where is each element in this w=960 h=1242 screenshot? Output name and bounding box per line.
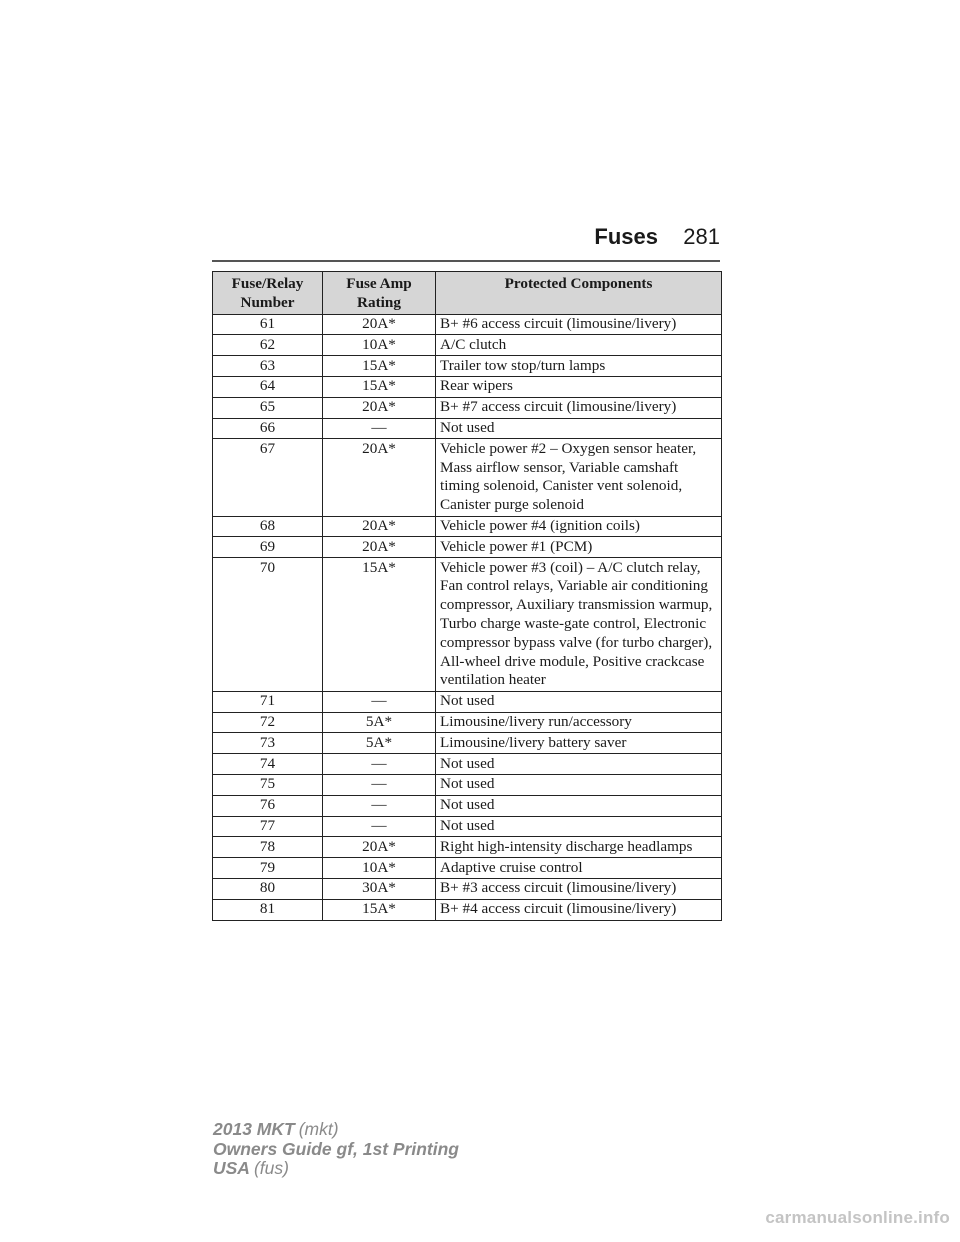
fuse-number-cell: 81 [213,899,323,920]
section-title: Fuses [594,224,658,249]
table-row [213,858,722,879]
table-row [213,397,722,418]
protected-components-cell: Not used [436,691,722,712]
column-header-protected-components: Protected Components [436,272,722,315]
fuse-number-cell: 72 [213,712,323,733]
amp-rating-cell: — [323,795,436,816]
protected-components-cell: Not used [436,418,722,439]
table-header-row [213,272,722,315]
fuse-number-cell: 73 [213,733,323,754]
fuse-number-cell: 74 [213,754,323,775]
fuse-number-cell: 62 [213,335,323,356]
fuse-number-cell: 78 [213,837,323,858]
amp-rating-cell: 20A* [323,314,436,335]
fuse-number-cell: 64 [213,376,323,397]
protected-components-cell: B+ #7 access circuit (limousine/livery) [436,397,722,418]
amp-rating-cell: — [323,691,436,712]
amp-rating-cell: 5A* [323,733,436,754]
table-row [213,439,722,516]
table-row [213,816,722,837]
footer-line-model: 2013 MKT (mkt) [213,1119,339,1139]
amp-rating-cell: 30A* [323,878,436,899]
table-row [213,691,722,712]
footer-line-guide: Owners Guide gf, 1st Printing [213,1138,459,1159]
amp-rating-cell: — [323,816,436,837]
protected-components-cell: Vehicle power #2 – Oxygen sensor heater, Mass airflow sensor, Variable camshaft timing solenoid, Canister vent solenoid, Canister purge solenoid [436,439,722,516]
protected-components-cell: B+ #6 access circuit (limousine/livery) [436,314,722,335]
table-row [213,733,722,754]
protected-components-cell: Not used [436,795,722,816]
fuse-number-cell: 77 [213,816,323,837]
amp-rating-cell: — [323,774,436,795]
fuse-number-cell: 66 [213,418,323,439]
protected-components-cell: Trailer tow stop/turn lamps [436,356,722,377]
fuse-number-cell: 67 [213,439,323,516]
column-header-fuse-number: Fuse/Relay Number [213,272,323,315]
table-row [213,558,722,692]
footer-line-region: USA (fus) [213,1158,289,1178]
protected-components-cell: Not used [436,816,722,837]
fuse-number-cell: 71 [213,691,323,712]
table-row [213,516,722,537]
fuse-table [212,271,722,921]
amp-rating-cell: 20A* [323,439,436,516]
amp-rating-cell: — [323,418,436,439]
amp-rating-cell: 20A* [323,537,436,558]
amp-rating-cell: 20A* [323,516,436,537]
page-header [212,222,720,262]
protected-components-cell: B+ #4 access circuit (limousine/livery) [436,899,722,920]
table-row [213,712,722,733]
protected-components-cell: Not used [436,754,722,775]
page-number: 281 [683,224,720,249]
protected-components-cell: Adaptive cruise control [436,858,722,879]
amp-rating-cell: 15A* [323,899,436,920]
table-row [213,837,722,858]
table-row [213,774,722,795]
table-row [213,376,722,397]
column-header-amp-rating: Fuse Amp Rating [323,272,436,315]
fuse-number-cell: 76 [213,795,323,816]
amp-rating-cell: 10A* [323,335,436,356]
fuse-number-cell: 69 [213,537,323,558]
amp-rating-cell: 10A* [323,858,436,879]
fuse-number-cell: 80 [213,878,323,899]
fuse-number-cell: 68 [213,516,323,537]
protected-components-cell: A/C clutch [436,335,722,356]
amp-rating-cell: 5A* [323,712,436,733]
fuse-number-cell: 61 [213,314,323,335]
fuse-number-cell: 79 [213,858,323,879]
protected-components-cell: Rear wipers [436,376,722,397]
amp-rating-cell: 15A* [323,558,436,692]
amp-rating-cell: — [323,754,436,775]
amp-rating-cell: 20A* [323,397,436,418]
amp-rating-cell: 20A* [323,837,436,858]
amp-rating-cell: 15A* [323,356,436,377]
amp-rating-cell: 15A* [323,376,436,397]
protected-components-cell: Vehicle power #4 (ignition coils) [436,516,722,537]
document-footer [213,1120,459,1179]
protected-components-cell: Vehicle power #3 (coil) – A/C clutch relay, Fan control relays, Variable air conditioning compressor, Auxiliary transmission warmup, Turbo charge waste-gate control, Electronic compressor bypass valve (for turbo charger), All-wheel drive module, Positive crackcase ventilation heater [436,558,722,692]
fuse-number-cell: 70 [213,558,323,692]
table-row [213,356,722,377]
table-row [213,878,722,899]
table-row [213,537,722,558]
protected-components-cell: Right high-intensity discharge headlamps [436,837,722,858]
table-row [213,795,722,816]
fuse-number-cell: 65 [213,397,323,418]
table-row [213,314,722,335]
protected-components-cell: B+ #3 access circuit (limousine/livery) [436,878,722,899]
protected-components-cell: Limousine/livery run/accessory [436,712,722,733]
watermark: carmanualsonline.info [765,1208,950,1227]
protected-components-cell: Vehicle power #1 (PCM) [436,537,722,558]
table-row [213,418,722,439]
table-row [213,754,722,775]
fuse-number-cell: 63 [213,356,323,377]
protected-components-cell: Not used [436,774,722,795]
fuse-number-cell: 75 [213,774,323,795]
table-row [213,899,722,920]
table-row [213,335,722,356]
protected-components-cell: Limousine/livery battery saver [436,733,722,754]
